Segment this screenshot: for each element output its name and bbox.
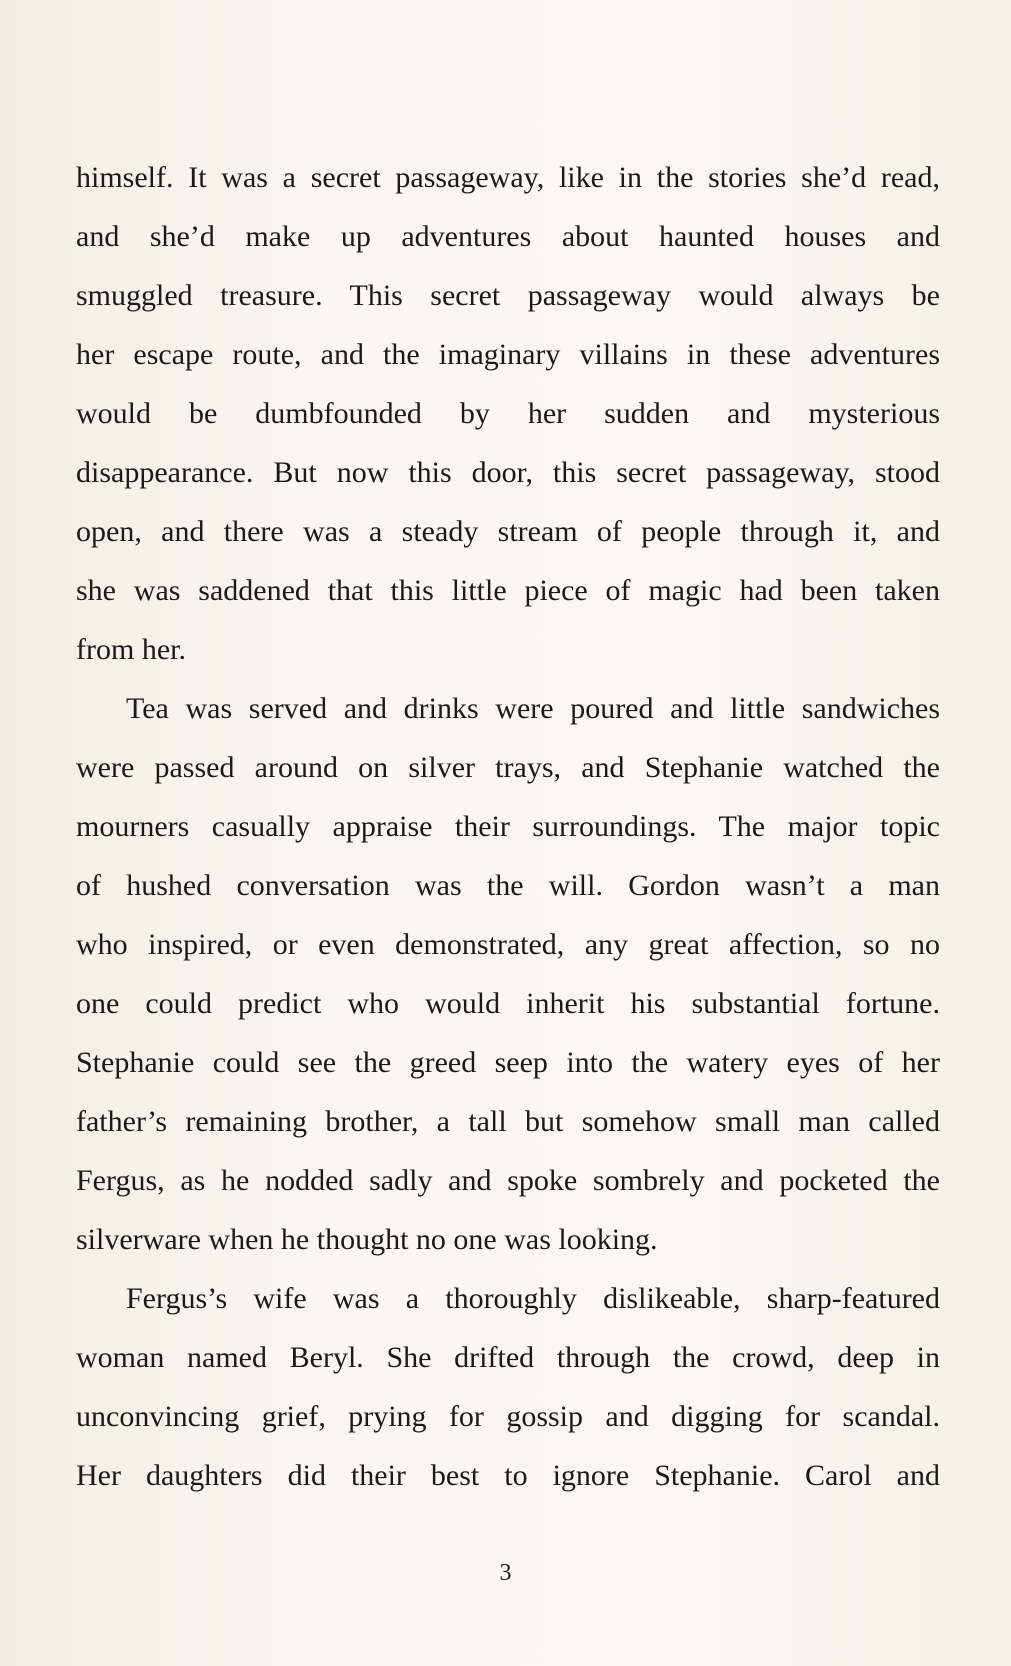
text-line: her escape route, and the imaginary villains in these adventures — [76, 338, 940, 371]
body-text — [76, 148, 940, 1505]
paragraph-start-line: Fergus’s wife was a thoroughly dislikeable, sharp-featured — [126, 1282, 940, 1315]
text-line: open, and there was a steady stream of people through it, and — [76, 515, 940, 548]
text-line: and she’d make up adventures about haunted houses and — [76, 220, 940, 253]
text-line: Fergus, as he nodded sadly and spoke sombrely and pocketed the — [76, 1164, 940, 1197]
text-line: silverware when he thought no one was looking. — [76, 1223, 658, 1256]
text-line: himself. It was a secret passageway, like in the stories she’d read, — [76, 161, 940, 194]
text-line: mourners casually appraise their surroundings. The major topic — [76, 810, 940, 843]
text-line: father’s remaining brother, a tall but somehow small man called — [76, 1105, 940, 1138]
text-line: Stephanie could see the greed seep into the watery eyes of her — [76, 1046, 940, 1079]
paragraph-start-line: Tea was served and drinks were poured and little sandwiches — [126, 692, 940, 725]
text-line: Her daughters did their best to ignore Stephanie. Carol and — [76, 1459, 940, 1492]
text-line: of hushed conversation was the will. Gordon wasn’t a man — [76, 869, 940, 902]
page-number: 3 — [499, 1560, 512, 1586]
text-line: who inspired, or even demonstrated, any great affection, so no — [76, 928, 940, 961]
text-line: one could predict who would inherit his substantial fortune. — [76, 987, 940, 1020]
text-line: from her. — [76, 633, 186, 666]
text-line: unconvincing grief, prying for gossip and digging for scandal. — [76, 1400, 940, 1433]
text-line: would be dumbfounded by her sudden and mysterious — [76, 397, 940, 430]
text-line: she was saddened that this little piece of magic had been taken — [76, 574, 940, 607]
text-line: disappearance. But now this door, this secret passageway, stood — [76, 456, 940, 489]
text-line: woman named Beryl. She drifted through the crowd, deep in — [76, 1341, 940, 1374]
text-line: smuggled treasure. This secret passageway would always be — [76, 279, 940, 312]
text-line: were passed around on silver trays, and Stephanie watched the — [76, 751, 940, 784]
